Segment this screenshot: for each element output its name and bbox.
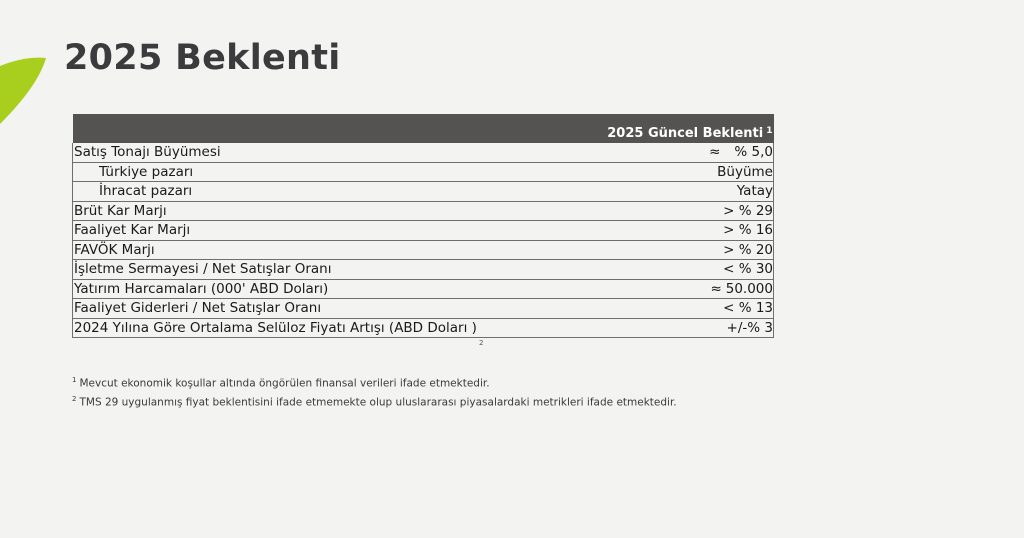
header-value-cell (569, 114, 773, 143)
row-label: İhracat pazarı (73, 182, 570, 202)
table-row (73, 221, 774, 241)
row-value: > % 29 (569, 201, 773, 221)
footnote-2: $^2$ TMS 29 uygulanmış fiyat beklentisini ifade etmemekte olup uluslararası piyasalardaki metrikleri ifade etmektedir. (72, 394, 677, 408)
table-row (73, 260, 774, 280)
footnote-1: $^1$ Mevcut ekonomik koşullar altında öngörülen finansal verileri ifade etmektedir. (72, 376, 490, 390)
row-value: ≈ % 5,0 (569, 143, 773, 162)
row-value: ≈ 50.000 (569, 279, 773, 299)
row-value: < % 13 (569, 299, 773, 319)
table-row (73, 240, 774, 260)
page-title: 2025 Beklenti (64, 38, 341, 78)
row-value: +/-% 3 (569, 318, 773, 338)
table-row (73, 201, 774, 221)
row-label: Faaliyet Kar Marjı (73, 221, 570, 241)
row-value: < % 30 (569, 260, 773, 280)
header-value-text: 2025 Güncel Beklenti (607, 126, 764, 141)
row-label: 2024 Yılına Göre Ortalama Selüloz Fiyatı Artışı (ABD Doları ) (73, 318, 570, 338)
table-footnote-marker: 2 (479, 339, 484, 347)
approx-icon: ≈ (709, 144, 721, 161)
row-label: Türkiye pazarı (73, 162, 570, 182)
row-label: İşletme Sermayesi / Net Satışlar Oranı (73, 260, 570, 280)
leaf-decoration-icon (0, 56, 48, 124)
table-row (73, 299, 774, 319)
row-value: > % 20 (569, 240, 773, 260)
row-value: Yatay (569, 182, 773, 202)
table-row (73, 182, 774, 202)
footnote-marker: 1 (766, 126, 773, 136)
table-row (73, 279, 774, 299)
row-label: Faaliyet Giderleri / Net Satışlar Oranı (73, 299, 570, 319)
table-row (73, 162, 774, 182)
row-label: Brüt Kar Marjı (73, 201, 570, 221)
footnotes (72, 373, 677, 410)
row-label: Yatırım Harcamaları (000' ABD Doları) (73, 279, 570, 299)
expectations-table (72, 114, 774, 338)
table-row (73, 143, 774, 162)
row-value: Büyüme (569, 162, 773, 182)
table-header-row (73, 114, 774, 143)
header-label-cell (73, 114, 570, 143)
table-row (73, 318, 774, 338)
row-label: Satış Tonajı Büyümesi (73, 143, 570, 162)
approx-icon: ≈ (710, 280, 722, 297)
row-label: FAVÖK Marjı (73, 240, 570, 260)
row-value: > % 16 (569, 221, 773, 241)
